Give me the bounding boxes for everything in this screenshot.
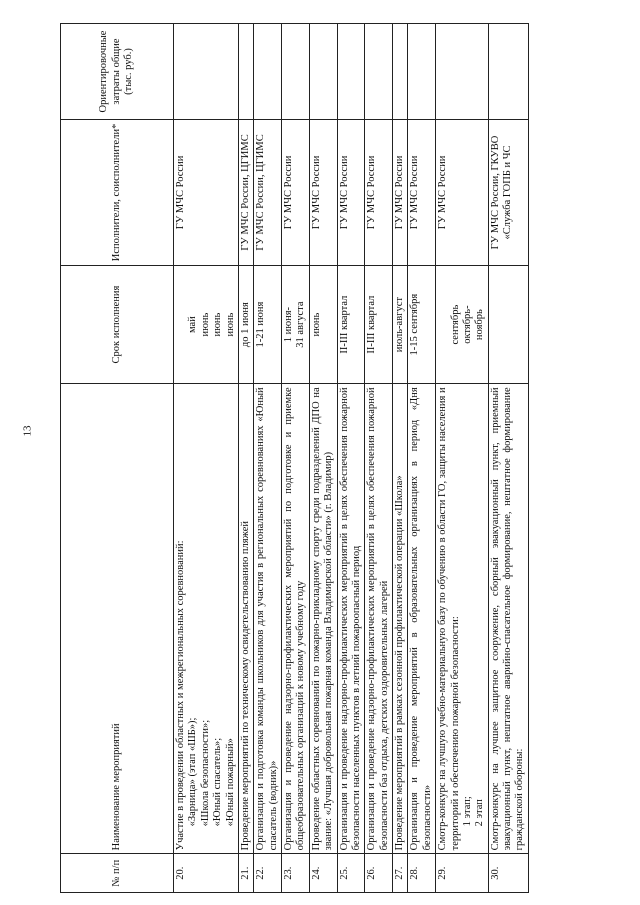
- row-executor: ГУ МЧС России: [309, 120, 337, 266]
- row-term: [282, 265, 310, 383]
- event-text-line: 2 этап: [474, 799, 486, 827]
- term-text-line: июль-август: [394, 297, 405, 353]
- term-text-line: май: [187, 316, 199, 334]
- event-text-line: Смотр-конкурс на лучшую учебно-материальную базу по обучению в области ГО, защиты населения и территорий и обеспечению пожарной безопасности:: [437, 387, 461, 851]
- term-text-line: июнь: [224, 312, 236, 337]
- header-cost: Ориентировочные затраты общие (тыс. руб.): [61, 24, 174, 120]
- table-row: [365, 24, 393, 893]
- term-text-line: июнь: [310, 312, 322, 337]
- row-event-name: [365, 384, 393, 854]
- row-executor: ГУ МЧС России, ЦГИМС: [238, 120, 253, 266]
- row-executor: ГУ МЧС России, ГКУВО «Служба ГОПБ и ЧС: [488, 120, 528, 266]
- table-row: [393, 24, 408, 893]
- row-term: [488, 265, 528, 383]
- event-text-line: 1 этап;: [461, 796, 473, 827]
- row-event-name: [254, 384, 282, 854]
- row-event-name: [393, 384, 408, 854]
- row-cost: [408, 24, 436, 120]
- term-text-line: II-III квартал: [366, 295, 378, 354]
- events-table: [60, 23, 529, 893]
- row-executor: ГУ МЧС России: [282, 120, 310, 266]
- table-row: [174, 24, 239, 893]
- row-term: [365, 265, 393, 383]
- event-text-line: «Школа безопасности»;: [199, 719, 211, 827]
- event-text-line: Участие в проведении областных и межрегиональных соревнований:: [175, 540, 186, 851]
- row-number: 29.: [436, 854, 489, 893]
- table-header-row: [61, 24, 174, 893]
- row-event-name: [282, 384, 310, 854]
- row-number: 27.: [393, 854, 408, 893]
- header-name: Наименование мероприятий: [61, 384, 174, 854]
- row-event-name: [174, 384, 239, 854]
- row-term: [174, 265, 239, 383]
- header-term: Срок исполнения: [61, 265, 174, 383]
- row-number: 25.: [337, 854, 365, 893]
- event-text-line: Организация и проведение надзорно-профилактических мероприятий в целях обеспечения пожарной безопасности населенных пунктов в летний пожароопасный период: [338, 387, 362, 851]
- row-number: 23.: [282, 854, 310, 893]
- event-text-line: Проведение областных соревнований по пожарно-прикладному спорту среди подразделений ДПО на звание: «Лучшая добровольная пожарная команда Владимирской области» (г. Владимир): [310, 387, 335, 851]
- row-term: [238, 265, 253, 383]
- row-term: [254, 265, 282, 383]
- table-row: [436, 24, 489, 893]
- term-text-line: 1 июня-: [283, 306, 294, 343]
- term-text-line: 1-15 сентября: [409, 293, 421, 356]
- table-row: [337, 24, 365, 893]
- row-cost: [238, 24, 253, 120]
- page-number: 13: [21, 425, 34, 437]
- row-event-name: [408, 384, 436, 854]
- event-text-line: Проведение мероприятий по техническому освидетельствованию пляжей: [239, 520, 251, 851]
- row-cost: [337, 24, 365, 120]
- row-event-name: [436, 384, 489, 854]
- term-text-line: ноябрь: [474, 309, 486, 341]
- event-text-line: Организация и проведение надзорно-профилактических мероприятий в целях обеспечения пожарной безопасности баз отдыха, детских оздоровительных лагерей: [366, 387, 390, 851]
- term-text-line: 1-21 июня: [255, 301, 267, 348]
- row-event-name: [337, 384, 365, 854]
- row-number: 26.: [365, 854, 393, 893]
- event-text-line: «Зарница» (этап «ШБ»);: [187, 717, 199, 827]
- row-number: 22.: [254, 854, 282, 893]
- row-number: 20.: [174, 854, 239, 893]
- row-cost: [309, 24, 337, 120]
- row-cost: [436, 24, 489, 120]
- row-event-name: [238, 384, 253, 854]
- term-text-line: до 1 июня: [239, 302, 251, 348]
- row-executor: ГУ МЧС России: [436, 120, 489, 266]
- row-executor: ГУ МЧС России, ЦГИМС: [254, 120, 282, 266]
- row-executor: ГУ МЧС России: [174, 120, 239, 266]
- term-text-line: [437, 269, 449, 380]
- event-text-line: «Юный спасатель»;: [212, 737, 224, 827]
- header-exec: Исполнители, соисполнители*: [61, 120, 174, 266]
- event-text-line: «Юный пожарный»: [224, 738, 236, 827]
- term-text-line: октябрь-: [461, 305, 473, 344]
- event-text-line: Организация и проведение мероприятий в образовательных организациях в период «Дня безопасности»: [409, 387, 433, 851]
- event-text-line: Организация и подготовка команды школьников для участия в региональных соревнованиях «Юный спасатель (водник)»: [255, 387, 279, 851]
- term-text-line: июнь: [212, 312, 224, 337]
- row-term: [436, 265, 489, 383]
- row-cost: [365, 24, 393, 120]
- row-cost: [282, 24, 310, 120]
- row-event-name: [488, 384, 528, 854]
- event-text-line: Смотр-конкурс на лучшее защитное сооружение, сборный эвакуационный пункт, приемный эвакуационный пункт, нештатное аварийно-спасательное формирование, нештатное формирование гражданской обороны:: [489, 387, 526, 851]
- table-row: [408, 24, 436, 893]
- row-term: [393, 265, 408, 383]
- row-term: [337, 265, 365, 383]
- row-cost: [488, 24, 528, 120]
- term-text-line: сентябрь: [449, 304, 461, 345]
- term-text-line: 31 августа: [295, 301, 307, 348]
- row-number: 30.: [488, 854, 528, 893]
- row-executor: ГУ МЧС России: [337, 120, 365, 266]
- row-executor: ГУ МЧС России: [408, 120, 436, 266]
- table-row: [238, 24, 253, 893]
- term-text-line: [175, 269, 187, 380]
- row-cost: [254, 24, 282, 120]
- row-number: 28.: [408, 854, 436, 893]
- table-row: [488, 24, 528, 893]
- row-number: 24.: [309, 854, 337, 893]
- row-event-name: [309, 384, 337, 854]
- table-row: [309, 24, 337, 893]
- table-row: [254, 24, 282, 893]
- term-text-line: [490, 269, 502, 380]
- row-cost: [174, 24, 239, 120]
- header-num: № п/п: [61, 854, 174, 893]
- term-text-line: июнь: [199, 312, 211, 337]
- row-term: [408, 265, 436, 383]
- table-row: [282, 24, 310, 893]
- row-number: 21.: [238, 854, 253, 893]
- event-text-line: Проведение мероприятий в рамках сезонной профилактической операции «Школа»: [394, 475, 405, 851]
- term-text-line: II-III квартал: [338, 295, 350, 354]
- table-body: [174, 24, 529, 893]
- rotated-sheet: [60, 0, 630, 893]
- row-term: [309, 265, 337, 383]
- row-executor: ГУ МЧС России: [365, 120, 393, 266]
- row-cost: [393, 24, 408, 120]
- event-text-line: Организация и проведение надзорно-профилактических мероприятий по подготовке и приемке общеобразовательных организаций к новому учебному году: [283, 387, 307, 851]
- row-executor: ГУ МЧС России: [393, 120, 408, 266]
